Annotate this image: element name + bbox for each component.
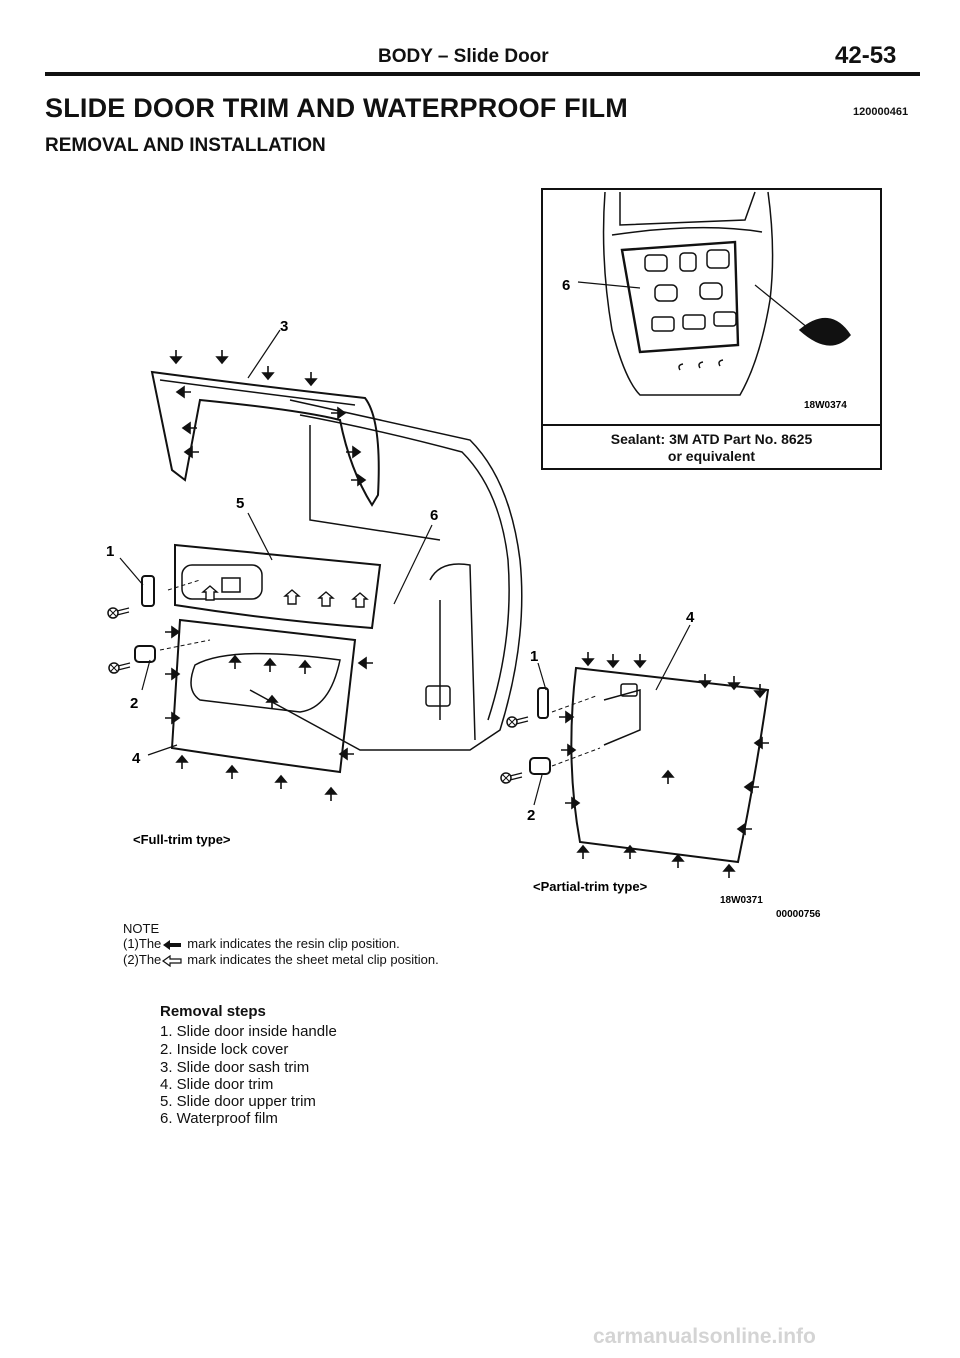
removal-step: 3. Slide door sash trim (160, 1059, 310, 1076)
resin-clip-icon (263, 366, 273, 379)
resin-clip-icon (217, 350, 227, 363)
resin-clip-icon (663, 771, 673, 784)
inset-door-drawing (578, 192, 850, 395)
resin-clip-icon (755, 738, 769, 748)
callout-1: 1 (106, 543, 115, 560)
resin-clip-icon (165, 627, 179, 637)
note-line-1-prefix: (1)The (123, 936, 162, 951)
screw-icon (507, 717, 528, 727)
sheet-metal-clip-icon (203, 586, 217, 600)
resin-clip-icon (300, 661, 310, 674)
partial-figure-code-2: 00000756 (776, 909, 821, 920)
resin-clip-icon (565, 798, 579, 808)
watermark: carmanualsonline.info (593, 1325, 816, 1348)
resin-clip-icon (738, 824, 752, 834)
header-section-title: BODY – Slide Door (378, 46, 549, 67)
sheet-metal-clip-icon (161, 955, 183, 967)
resin-clip-icon (351, 475, 365, 485)
note-line-2-prefix: (2)The (123, 952, 162, 967)
resin-clip-icon (755, 684, 765, 697)
removal-step: 6. Waterproof film (160, 1110, 278, 1127)
removal-steps-heading: Removal steps (160, 1003, 266, 1020)
partial-callout-1: 1 (530, 648, 539, 665)
screw-icon (109, 663, 130, 673)
page-subtitle: REMOVAL AND INSTALLATION (45, 135, 326, 156)
removal-step: 1. Slide door inside handle (160, 1023, 337, 1040)
note-line-2 (123, 952, 439, 967)
resin-clip-icon (177, 756, 187, 769)
sheet-metal-clip-icon (319, 592, 333, 606)
partial-callout-4: 4 (686, 609, 695, 626)
resin-clip-icon (276, 776, 286, 789)
resin-clip-icon (306, 372, 316, 385)
resin-clip-icon (673, 855, 683, 868)
note-line-1 (123, 936, 400, 951)
partial-trim-caption: <Partial-trim type> (533, 879, 648, 894)
resin-clip-icon (745, 782, 759, 792)
resin-clip-icon (185, 447, 199, 457)
resin-clip-icon (265, 659, 275, 672)
resin-clip-icon (177, 387, 191, 397)
partial-figure-code: 18W0371 (720, 895, 763, 906)
resin-clip-icon (161, 939, 183, 951)
callout-5: 5 (236, 495, 245, 512)
resin-clip-icon (346, 447, 360, 457)
removal-step: 5. Slide door upper trim (160, 1093, 316, 1110)
sheet-metal-clip-icon (353, 593, 367, 607)
resin-clip-icon (359, 658, 373, 668)
resin-clip-icon (171, 350, 181, 363)
screw-icon (108, 608, 129, 618)
callout-3: 3 (280, 318, 289, 335)
resin-clip-icon (700, 674, 710, 687)
note-line-1-text: mark indicates the resin clip position. (187, 936, 400, 951)
removal-step: 4. Slide door trim (160, 1076, 274, 1093)
screw-icon (501, 773, 522, 783)
resin-clip-icon (230, 656, 240, 669)
page-title: SLIDE DOOR TRIM AND WATERPROOF FILM (45, 93, 628, 123)
full-trim-drawing (120, 330, 522, 772)
resin-clip-icon (724, 865, 734, 878)
partial-callout-2: 2 (527, 807, 536, 824)
page-number: 42-53 (835, 42, 897, 69)
resin-clip-icon (165, 713, 179, 723)
sealant-line-2: or equivalent (667, 448, 756, 464)
inset-callout-6: 6 (562, 277, 571, 294)
resin-clip-icon (326, 788, 336, 801)
partial-trim-drawing (530, 625, 768, 862)
resin-clip-icon (578, 846, 588, 859)
resin-clip-icon (583, 652, 593, 665)
removal-step: 2. Inside lock cover (160, 1041, 289, 1058)
title-code: 120000461 (853, 106, 909, 118)
callout-2: 2 (130, 695, 139, 712)
resin-clip-icon (561, 745, 575, 755)
inset-figure-code: 18W0374 (804, 400, 847, 411)
callout-4: 4 (132, 750, 141, 767)
note-line-2-text: mark indicates the sheet metal clip position. (187, 952, 439, 967)
note-heading: NOTE (123, 921, 160, 936)
full-trim-caption: <Full-trim type> (133, 832, 231, 847)
callout-6: 6 (430, 507, 439, 524)
resin-clip-icon (608, 654, 618, 667)
sealant-line-1: Sealant: 3M ATD Part No. 8625 (610, 431, 813, 447)
sheet-metal-clip-icon (285, 590, 299, 604)
resin-clip-icon (227, 766, 237, 779)
resin-clip-icon (267, 696, 277, 709)
resin-clip-icon (635, 654, 645, 667)
